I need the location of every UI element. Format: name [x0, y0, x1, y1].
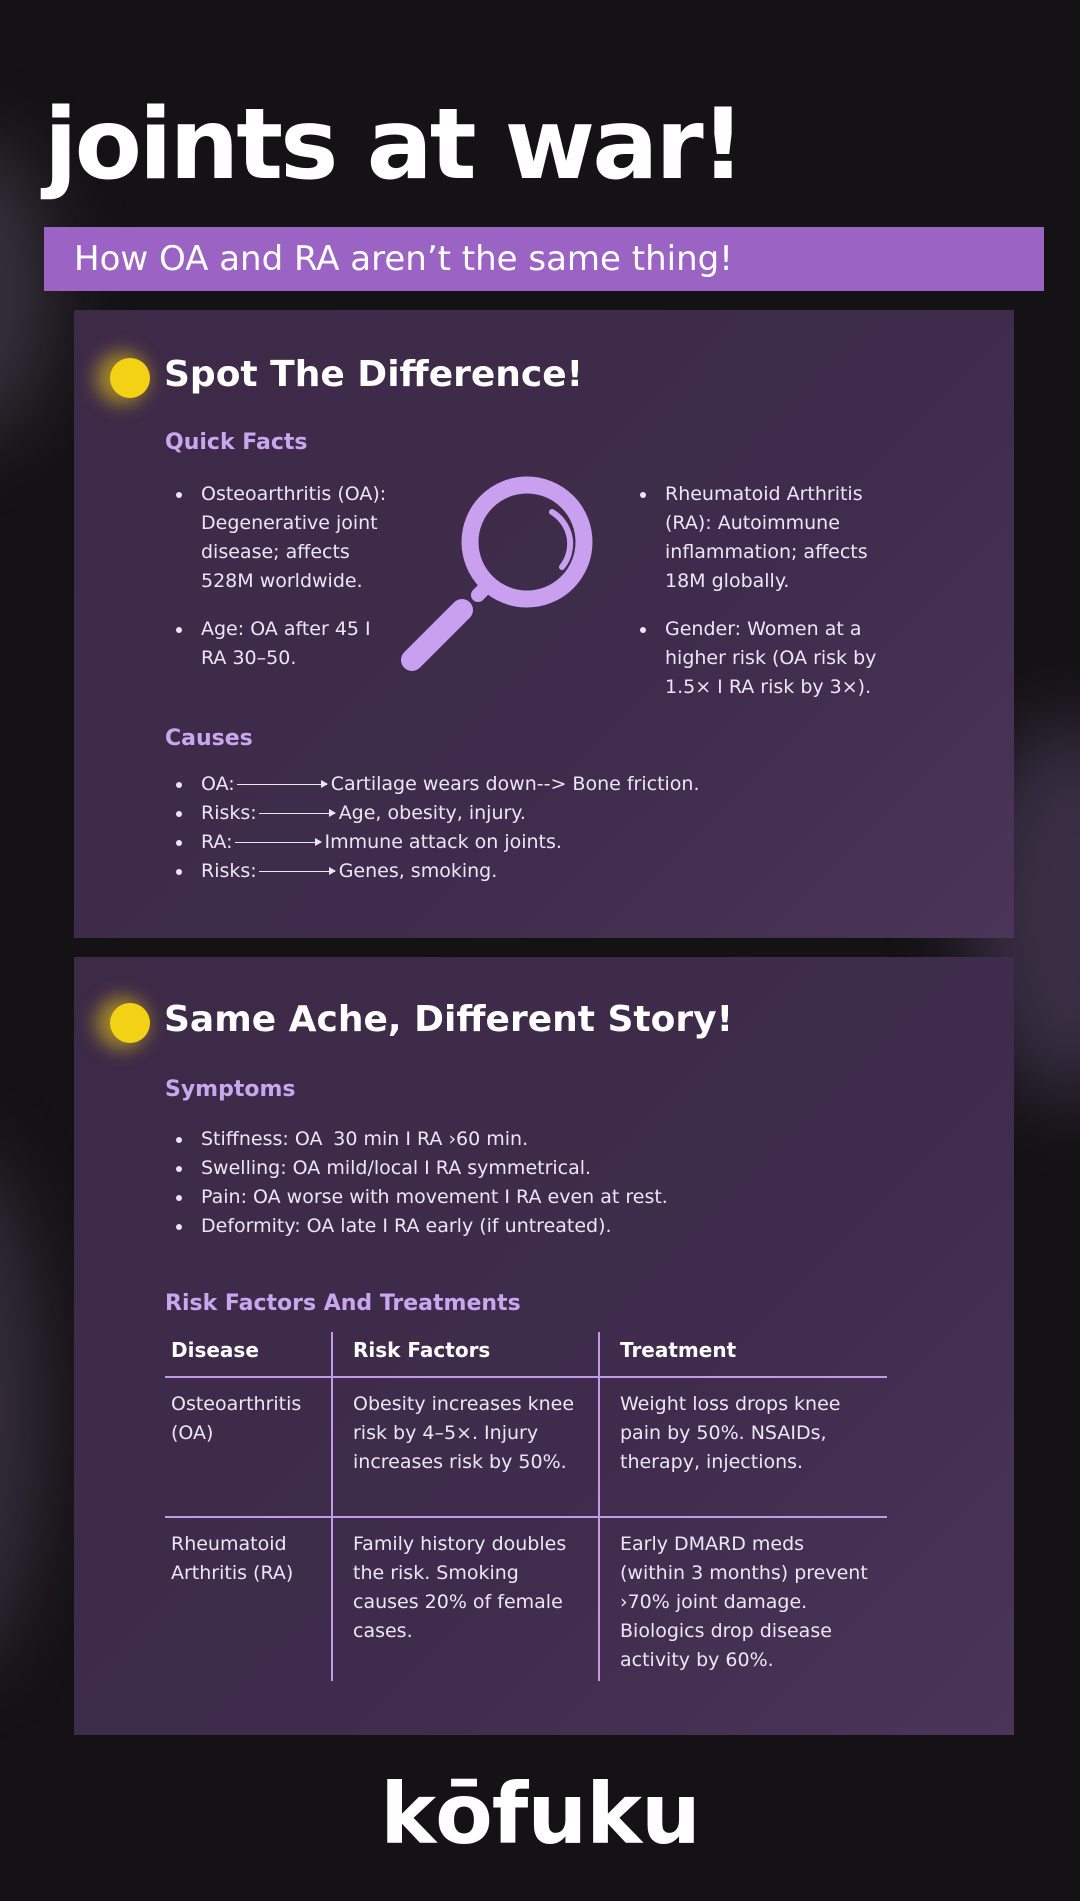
- background-glow: [0, 140, 50, 440]
- yellow-dot-icon: [110, 358, 150, 398]
- table-cell: Early DMARD meds (within 3 months) prevent ›70% joint damage. Biologics drop disease activity by 60%.: [620, 1533, 868, 1671]
- arrow-icon: [237, 784, 327, 785]
- risk-table-heading: Risk Factors And Treatments: [165, 1291, 521, 1316]
- subtitle-banner: [44, 227, 1044, 291]
- list-item: [165, 857, 865, 886]
- list-item: [165, 828, 865, 857]
- list-item: Swelling: OA mild/local I RA symmetrical.: [165, 1154, 925, 1183]
- section-heading: Spot The Difference!: [164, 354, 584, 395]
- table-cell: Weight loss drops knee pain by 50%. NSAIDs, therapy, injections.: [599, 1377, 887, 1517]
- cause-label: Risks:: [201, 802, 257, 824]
- table-cell: Family history doubles the risk. Smoking causes 20% of female cases.: [332, 1517, 599, 1681]
- arrow-icon: [259, 813, 335, 814]
- background-glow: [0, 1150, 40, 1670]
- quick-facts-right-list: [629, 480, 889, 702]
- symptoms-list: [165, 1125, 925, 1241]
- list-item: Gender: Women at a higher risk (OA risk by 1.5× I RA risk by 3×).: [629, 615, 889, 702]
- yellow-dot-icon: [110, 1003, 150, 1043]
- quick-facts-left-list: [165, 480, 395, 673]
- list-item: Pain: OA worse with movement I RA even at rest.: [165, 1183, 925, 1212]
- cause-text: Cartilage wears down--> Bone friction.: [330, 773, 700, 795]
- arrow-icon: [259, 871, 335, 872]
- causes-list: [165, 770, 865, 886]
- list-item: Age: OA after 45 I RA 30–50.: [165, 615, 395, 673]
- table-cell: Osteoarthritis (OA): [165, 1377, 332, 1517]
- cause-label: RA:: [201, 831, 233, 853]
- spot-the-difference-card: [74, 310, 1014, 938]
- magnifying-glass-icon: [392, 475, 602, 675]
- risk-factors-table: [165, 1332, 887, 1681]
- symptoms-heading: Symptoms: [165, 1077, 296, 1102]
- cause-text: Age, obesity, injury.: [338, 802, 526, 824]
- arrow-icon: [235, 842, 321, 843]
- quick-facts-heading: Quick Facts: [165, 430, 308, 455]
- list-item: [165, 770, 865, 799]
- list-item: Stiffness: OA 30 min I RA ›60 min.: [165, 1125, 925, 1154]
- column-header: Treatment: [599, 1332, 887, 1377]
- page-subtitle: How OA and RA aren’t the same thing!: [74, 239, 733, 279]
- cause-text: Immune attack on joints.: [324, 831, 562, 853]
- list-item: Deformity: OA late I RA early (if untreated).: [165, 1212, 925, 1241]
- table-cell: Rheumatoid Arthritis (RA): [165, 1517, 332, 1681]
- list-item: [165, 799, 865, 828]
- page-title: joints at war!: [44, 88, 743, 202]
- cause-text: Genes, smoking.: [338, 860, 498, 882]
- kofuku-logo: kōfuku: [380, 1765, 700, 1863]
- table-header-row: [165, 1332, 887, 1377]
- section-heading: Same Ache, Different Story!: [164, 999, 733, 1040]
- causes-heading: Causes: [165, 726, 253, 751]
- column-header: Risk Factors: [332, 1332, 599, 1377]
- table-row: [165, 1517, 887, 1681]
- list-item: Osteoarthritis (OA): Degenerative joint disease; affects 528M worldwide.: [165, 480, 395, 596]
- same-ache-card: [74, 957, 1014, 1735]
- cause-label: OA:: [201, 773, 235, 795]
- column-header: Disease: [165, 1332, 332, 1377]
- table-row: [165, 1377, 887, 1517]
- cause-label: Risks:: [201, 860, 257, 882]
- table-cell: Obesity increases knee risk by 4–5×. Injury increases risk by 50%.: [332, 1377, 599, 1517]
- list-item: Rheumatoid Arthritis (RA): Autoimmune inflammation; affects 18M globally.: [629, 480, 889, 596]
